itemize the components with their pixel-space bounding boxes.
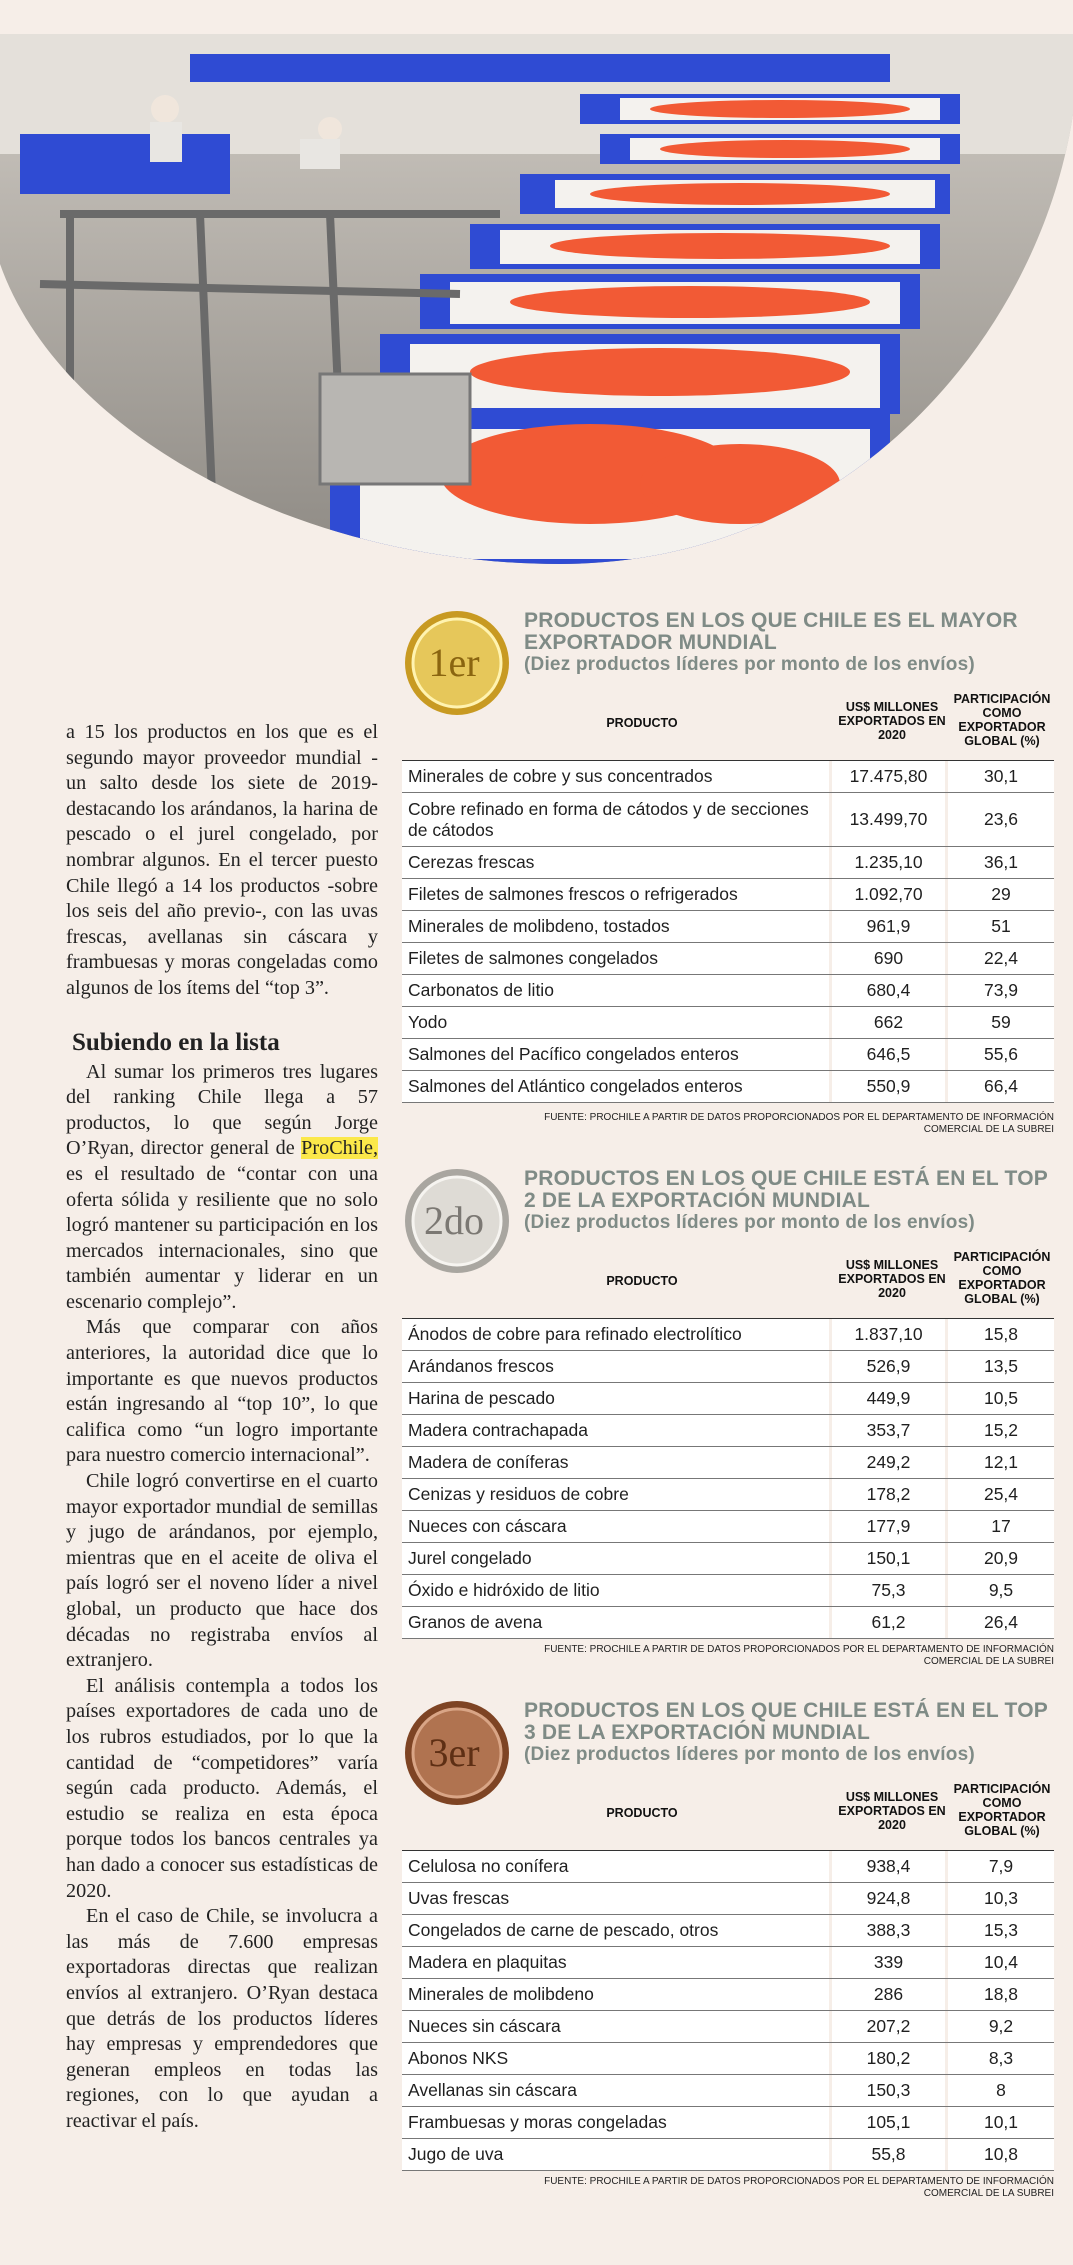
product-cell: Yodo	[402, 1007, 832, 1038]
salmon-processing-photo	[0, 34, 1073, 564]
section-heading: Subiendo en la lista	[72, 1028, 280, 1056]
product-cell: Frambuesas y moras congeladas	[402, 2107, 832, 2138]
table-row	[402, 1543, 1054, 1575]
value-cell: 1.837,10	[832, 1319, 948, 1350]
product-cell: Abonos NKS	[402, 2043, 832, 2074]
share-cell: 9,2	[988, 2016, 1014, 2036]
table-rows	[402, 1318, 1054, 1639]
table-title-text: PRODUCTOS EN LOS QUE CHILE ES EL MAYOR EXPORTADOR MUNDIAL	[524, 609, 1018, 654]
value-cell: 61,2	[832, 1607, 948, 1638]
value-cell: 961,9	[832, 911, 948, 942]
product-cell: Cerezas frescas	[402, 847, 832, 878]
share-cell: 73,9	[983, 980, 1019, 1000]
value-cell: 249,2	[832, 1447, 948, 1478]
product-cell: Jugo de uva	[402, 2139, 832, 2170]
bronze-medal-icon	[402, 1698, 512, 1808]
col-header-share: PARTICIPACIÓN COMO EXPORTADOR GLOBAL (%)	[953, 1250, 1051, 1306]
share-cell: 66,4	[983, 1076, 1019, 1096]
product-cell: Congelados de carne de pescado, otros	[402, 1915, 832, 1946]
share-cell: 15,2	[983, 1420, 1019, 1440]
table-row	[402, 943, 1054, 975]
product-cell: Salmones del Pacífico congelados enteros	[402, 1039, 832, 1070]
table-title	[524, 610, 1056, 676]
table-row	[402, 1319, 1054, 1351]
table-row	[402, 879, 1054, 911]
share-cell: 26,4	[983, 1612, 1019, 1632]
table-row	[402, 1415, 1054, 1447]
col-header-value: US$ MILLONES EXPORTADOS EN 2020	[838, 1258, 946, 1300]
table-source: FUENTE: PROCHILE A PARTIR DE DATOS PROPORCIONADOS POR EL DEPARTAMENTO DE INFORMACIÓN COMERCIAL DE LA SUBREI	[544, 1112, 1054, 1135]
table-row	[402, 975, 1054, 1007]
table-row	[402, 2075, 1054, 2107]
medal-label: 2do	[424, 1198, 484, 1243]
table-row	[402, 2107, 1054, 2139]
value-cell: 680,4	[832, 975, 948, 1006]
value-cell: 180,2	[832, 2043, 948, 2074]
product-cell: Filetes de salmones frescos o refrigerados	[402, 879, 832, 910]
value-cell: 550,9	[832, 1071, 948, 1102]
table-row	[402, 1851, 1054, 1883]
share-cell: 51	[991, 916, 1011, 936]
table-row	[402, 1039, 1054, 1071]
share-cell: 10,8	[983, 2144, 1019, 2164]
share-cell: 15,8	[983, 1324, 1019, 1344]
table-row	[402, 1447, 1054, 1479]
silver-medal-icon	[402, 1166, 512, 1276]
table-row	[402, 1883, 1054, 1915]
gold-medal-icon	[402, 608, 512, 718]
share-cell: 29	[991, 884, 1011, 904]
share-cell: 36,1	[983, 852, 1019, 872]
share-cell: 23,6	[983, 809, 1019, 829]
table-row	[402, 761, 1054, 793]
table-subtitle: (Diez productos líderes por monto de los envíos)	[524, 1744, 975, 1765]
product-cell: Minerales de molibdeno, tostados	[402, 911, 832, 942]
table-source: FUENTE: PROCHILE A PARTIR DE DATOS PROPORCIONADOS POR EL DEPARTAMENTO DE INFORMACIÓN COMERCIAL DE LA SUBREI	[544, 2176, 1054, 2199]
col-header-share: PARTICIPACIÓN COMO EXPORTADOR GLOBAL (%)	[953, 692, 1051, 748]
col-header-product: PRODUCTO	[606, 716, 678, 730]
share-cell: 8,3	[988, 2048, 1014, 2068]
product-cell: Granos de avena	[402, 1607, 832, 1638]
table-row	[402, 1575, 1054, 1607]
table-block-third	[402, 1694, 1056, 2199]
value-cell: 55,8	[832, 2139, 948, 2170]
product-cell: Ánodos de cobre para refinado electrolítico	[402, 1319, 832, 1350]
table-rows	[402, 1850, 1054, 2171]
share-cell: 17	[991, 1516, 1011, 1536]
table-row	[402, 1383, 1054, 1415]
value-cell: 13.499,70	[832, 793, 948, 846]
value-cell: 207,2	[832, 2011, 948, 2042]
share-cell: 55,6	[983, 1044, 1019, 1064]
value-cell: 690	[832, 943, 948, 974]
table-row	[402, 911, 1054, 943]
text-span: Al sumar los primeros tres lugares del ranking Chile llega a 57 productos, lo que según Jorge O’Ryan, director general de	[66, 1060, 378, 1160]
value-cell: 646,5	[832, 1039, 948, 1070]
share-cell: 10,5	[983, 1388, 1019, 1408]
article-paragraph: Más que comparar con años anteriores, la autoridad dice que lo importante es que nuevos productos están ingresando al “top 10”, lo que califica como “un logro importante para nuestro comercio internacional”.	[66, 1316, 378, 1467]
share-cell: 18,8	[983, 1984, 1019, 2004]
value-cell: 924,8	[832, 1883, 948, 1914]
table-row	[402, 1351, 1054, 1383]
share-cell: 12,1	[983, 1452, 1019, 1472]
medal-label: 3er	[428, 1730, 480, 1775]
value-cell: 1.235,10	[832, 847, 948, 878]
table-rows	[402, 760, 1054, 1103]
value-cell: 17.475,80	[832, 761, 948, 792]
table-row	[402, 2139, 1054, 2171]
table-subtitle: (Diez productos líderes por monto de los envíos)	[524, 1212, 975, 1233]
share-cell: 30,1	[983, 766, 1019, 786]
product-cell: Óxido e hidróxido de litio	[402, 1575, 832, 1606]
prochile-highlight: ProChile,	[301, 1137, 378, 1160]
table-row	[402, 1915, 1054, 1947]
table-block-first	[402, 604, 1056, 1135]
table-row	[402, 1511, 1054, 1543]
table-row	[402, 1007, 1054, 1039]
product-cell: Carbonatos de litio	[402, 975, 832, 1006]
table-block-second	[402, 1162, 1056, 1667]
product-cell: Madera contrachapada	[402, 1415, 832, 1446]
value-cell: 339	[832, 1947, 948, 1978]
article-paragraph	[66, 1060, 378, 1316]
table-title-text: PRODUCTOS EN LOS QUE CHILE ESTÁ EN EL TOP 2 DE LA EXPORTACIÓN MUNDIAL	[524, 1167, 1048, 1212]
share-cell: 59	[991, 1012, 1011, 1032]
product-cell: Filetes de salmones congelados	[402, 943, 832, 974]
value-cell: 150,1	[832, 1543, 948, 1574]
share-cell: 22,4	[983, 948, 1019, 968]
product-cell: Madera en plaquitas	[402, 1947, 832, 1978]
table-row	[402, 1071, 1054, 1103]
product-cell: Minerales de molibdeno	[402, 1979, 832, 2010]
value-cell: 662	[832, 1007, 948, 1038]
value-cell: 1.092,70	[832, 879, 948, 910]
article-paragraph: Chile logró convertirse en el cuarto mayor exportador mundial de semillas y jugo de arándanos, por ejemplo, mientras que en el aceite de oliva el país logró ser el noveno líder a nivel global, un producto que hace dos décadas no registraba envíos al extranjero.	[66, 1470, 378, 1672]
share-cell: 10,1	[983, 2112, 1019, 2132]
article-paragraph: a 15 los productos en los que es el segundo mayor proveedor mundial -un salto desde los siete de 2019- destacando los arándanos, la harina de pescado o el jurel congelado, por nombrar algunos. En el tercer puesto Chile llegó a 14 los productos -sobre los seis del año previo-, con las uvas frescas, avellanas sin cáscara y frambuesas y moras congeladas como algunos de los ítems del “top 3”.	[66, 721, 378, 999]
product-cell: Cobre refinado en forma de cátodos y de secciones de cátodos	[402, 793, 832, 846]
share-cell: 25,4	[983, 1484, 1019, 1504]
article-paragraph: El análisis contempla a todos los países exportadores de cada uno de los rubros estudiados, por lo que la cantidad de “competidores” varía según cada producto. Además, el estudio se realiza en esta época porque todos los bancos centrales ya han dado a conocer sus estadísticas de 2020.	[66, 1674, 378, 1902]
col-header-product: PRODUCTO	[606, 1806, 678, 1820]
product-cell: Nueces sin cáscara	[402, 2011, 832, 2042]
product-cell: Minerales de cobre y sus concentrados	[402, 761, 832, 792]
table-row	[402, 1947, 1054, 1979]
value-cell: 526,9	[832, 1351, 948, 1382]
table-subtitle: (Diez productos líderes por monto de los envíos)	[524, 654, 975, 675]
product-cell: Salmones del Atlántico congelados enteros	[402, 1071, 832, 1102]
value-cell: 105,1	[832, 2107, 948, 2138]
share-cell: 20,9	[983, 1548, 1019, 1568]
product-cell: Jurel congelado	[402, 1543, 832, 1574]
share-cell: 7,9	[988, 1856, 1014, 1876]
text-span: es el resultado de “contar con una oferta sólida y resiliente que no solo logró mantener su participación en los mercados internacionales, sino que también aumentar y liderar en un escenario complejo”.	[66, 1162, 378, 1313]
article-body	[66, 720, 378, 2134]
col-header-product: PRODUCTO	[606, 1274, 678, 1288]
product-cell: Arándanos frescos	[402, 1351, 832, 1382]
share-cell: 15,3	[983, 1920, 1019, 1940]
table-title-text: PRODUCTOS EN LOS QUE CHILE ESTÁ EN EL TOP 3 DE LA EXPORTACIÓN MUNDIAL	[524, 1699, 1048, 1744]
col-header-share: PARTICIPACIÓN COMO EXPORTADOR GLOBAL (%)	[953, 1782, 1051, 1838]
table-row	[402, 1479, 1054, 1511]
value-cell: 286	[832, 1979, 948, 2010]
product-cell: Harina de pescado	[402, 1383, 832, 1414]
value-cell: 178,2	[832, 1479, 948, 1510]
table-row	[402, 2011, 1054, 2043]
value-cell: 388,3	[832, 1915, 948, 1946]
share-cell: 10,3	[983, 1888, 1019, 1908]
article-paragraph: En el caso de Chile, se involucra a las más de 7.600 empresas exportadoras directas que realizan envíos al extranjero. O’Ryan destaca que detrás de los productos líderes hay empresas y emprendedores que generan empleos en todas las regiones, con lo que ayudan a reactivar el país.	[66, 1905, 378, 2132]
table-title	[524, 1700, 1056, 1766]
share-cell: 8	[996, 2080, 1006, 2100]
table-row	[402, 847, 1054, 879]
col-header-value: US$ MILLONES EXPORTADOS EN 2020	[838, 1790, 946, 1832]
product-cell: Madera de coníferas	[402, 1447, 832, 1478]
product-cell: Cenizas y residuos de cobre	[402, 1479, 832, 1510]
col-header-value: US$ MILLONES EXPORTADOS EN 2020	[838, 700, 946, 742]
value-cell: 150,3	[832, 2075, 948, 2106]
value-cell: 938,4	[832, 1851, 948, 1882]
share-cell: 10,4	[983, 1952, 1019, 1972]
table-row	[402, 793, 1054, 847]
share-cell: 13,5	[983, 1356, 1019, 1376]
table-row	[402, 2043, 1054, 2075]
table-title	[524, 1168, 1056, 1234]
value-cell: 449,9	[832, 1383, 948, 1414]
product-cell: Celulosa no conífera	[402, 1851, 832, 1882]
product-cell: Uvas frescas	[402, 1883, 832, 1914]
value-cell: 177,9	[832, 1511, 948, 1542]
value-cell: 75,3	[832, 1575, 948, 1606]
product-cell: Nueces con cáscara	[402, 1511, 832, 1542]
medal-label: 1er	[428, 640, 480, 685]
share-cell: 9,5	[988, 1580, 1014, 1600]
value-cell: 353,7	[832, 1415, 948, 1446]
product-cell: Avellanas sin cáscara	[402, 2075, 832, 2106]
table-row	[402, 1607, 1054, 1639]
table-source: FUENTE: PROCHILE A PARTIR DE DATOS PROPORCIONADOS POR EL DEPARTAMENTO DE INFORMACIÓN COMERCIAL DE LA SUBREI	[544, 1644, 1054, 1667]
table-row	[402, 1979, 1054, 2011]
